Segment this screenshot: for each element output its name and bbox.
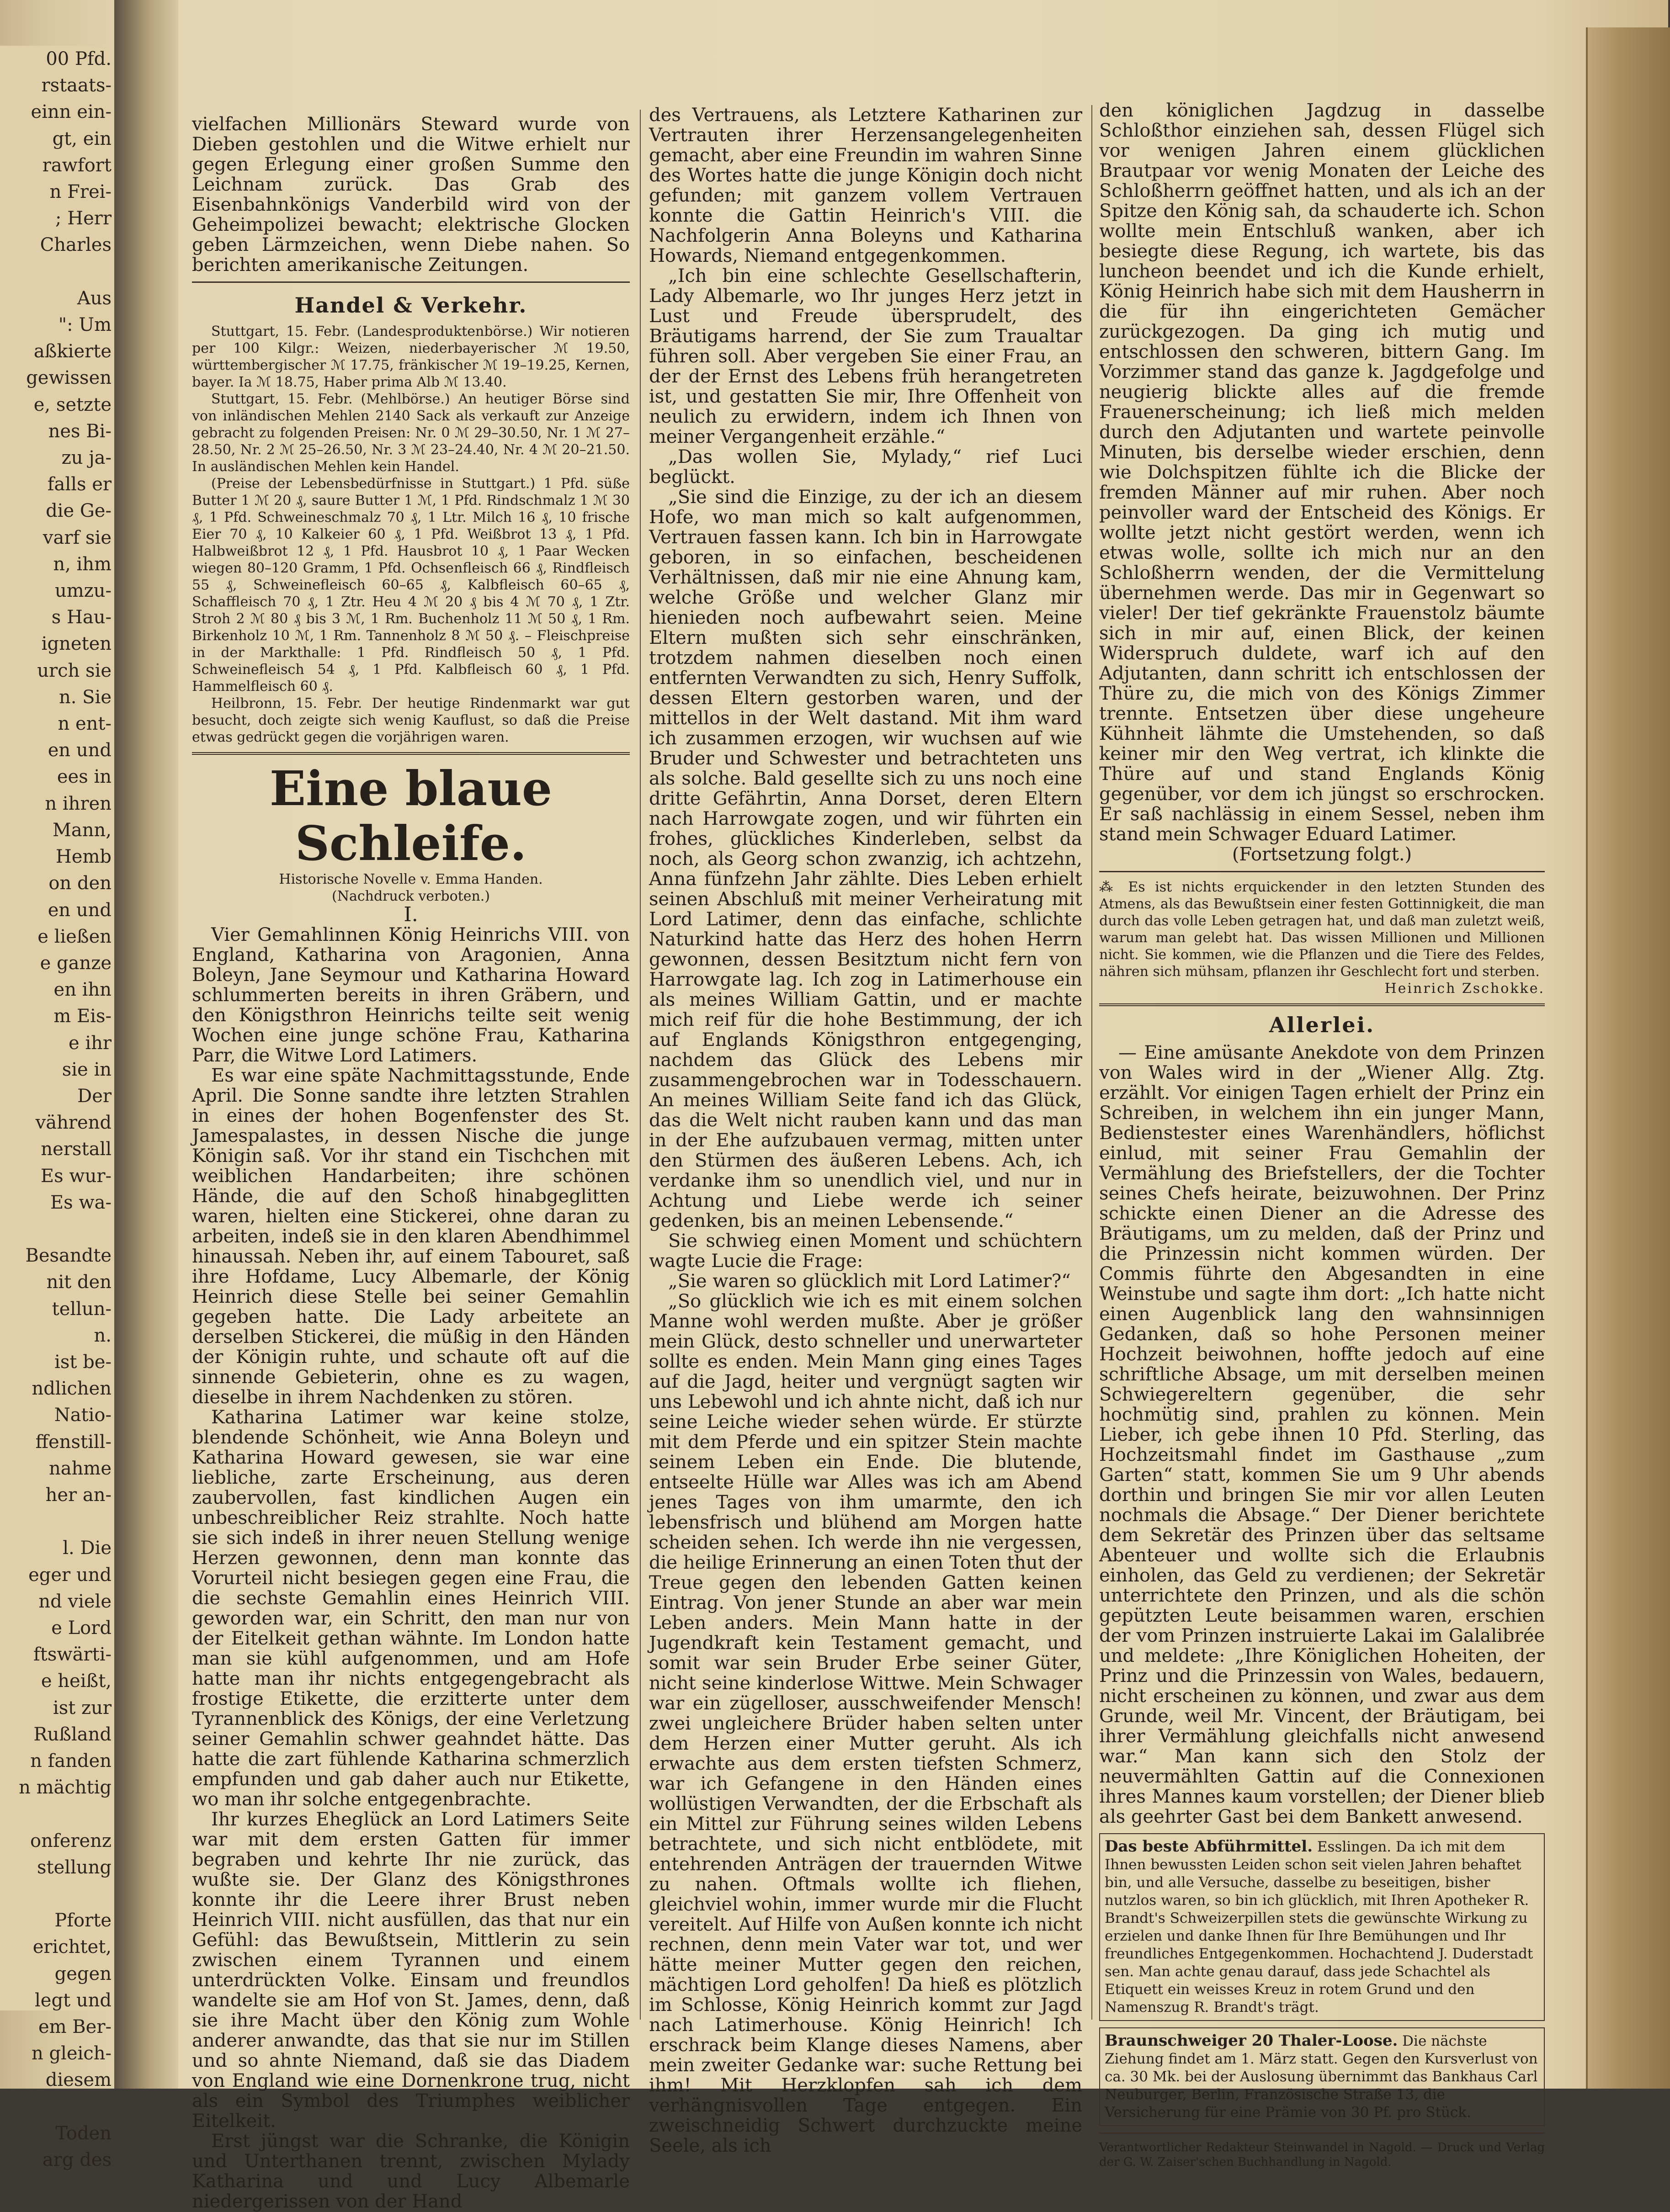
advertisement-lottery	[1099, 2027, 1545, 2126]
trade-report-4: Heilbronn, 15. Febr. Der heutige Rindenmarkt war gut besucht, doch zeigte sich wenig Kauflust, so daß die Preise etwas gedrückt gegen die vorjährigen waren.	[192, 695, 630, 745]
advertisement-laxative	[1099, 1833, 1545, 2021]
previous-page-line: em Ber-	[38, 2016, 112, 2038]
previous-page-line: rawfort	[42, 154, 112, 176]
previous-page-line: legt und	[35, 1989, 112, 2011]
binding-gutter	[114, 0, 178, 2089]
previous-page-line: Besandte	[25, 1245, 112, 1267]
previous-page-line: en und	[48, 899, 112, 921]
ad-title: Das beste Abführmittel.	[1105, 1837, 1313, 1856]
previous-page-line: nerstall	[41, 1139, 112, 1160]
ad-text: Da ich mit dem Ihnen bewussten Leiden schon seit vielen Jahren behaftet bin, und alle Versuche, dasselbe zu beseitigen, bisher nutzlos waren, so bin ich glücklich, mit Ihren Apotheker R. Brandt's Schweizerpillen stets die gewünschte Wirkung zu erzielen und danke Ihnen für Ihre Bemühungen und Ihr freundliches Entgegenkommen. Hochachtend J. Duderstadt sen. Man achte genau darauf, dass jede Schachtel als Etiquett ein weisses Kreuz in rotem Grund und den Namenszug R. Brandt's trägt.	[1105, 1839, 1533, 2016]
column-3	[1099, 100, 1545, 2169]
previous-page-line: s Hau-	[51, 607, 112, 628]
previous-page-line: ; Herr	[55, 208, 112, 229]
previous-page-line: nit den	[46, 1272, 112, 1293]
previous-page-line: rstaats-	[41, 75, 112, 96]
ad-text: Die nächste Ziehung findet am 1. März statt. Gegen den Kursverlust von ca. 30 Mk. bei der Auslosung übernimmt das Bankhaus Carl Neuburger, Berlin, Französische Straße 13, die Versicherung für eine Prämie von 30 Pf. pro Stück.	[1105, 2033, 1538, 2121]
previous-page-line	[0, 1508, 114, 1535]
story-subtitle: Historische Novelle v. Emma Handen.	[279, 871, 543, 887]
previous-page-line	[0, 2094, 114, 2120]
previous-page-line: e ließen	[37, 926, 112, 947]
previous-page-line: Mann,	[52, 819, 112, 841]
column-rule	[640, 110, 641, 2020]
previous-page-line: nes Bi-	[48, 420, 112, 442]
misc-article: — Eine amüsante Anekdote von dem Prinzen von Wales wird in der „Wiener Allg. Ztg. erzählt. Vor einigen Tagen erhielt der Prinz ein Schreiben, in welchem ihn ein junger Mann, Bedienstester eines Warenhändlers, höflichst einlud, mit seiner Frau Gemahlin der Vermählung des Briefstellers, der die Tochter seines Chefs heirate, beizuwohnen. Der Prinz schickte einen Diener an die Adresse des Bräutigams, um zu melden, daß der Prinz und die Prinzessin nicht kommen würden. Der Commis führte den Abgesandten in eine Weinstube und sagte ihm dort: „Ich hatte nicht einen Augenblick lang den wahnsinnigen Gedanken, daß so hohe Personen meiner Hochzeit beiwohnen, hoffte jedoch auf eine schriftliche Absage, um mit derselben meinen Schwiegereltern gegenüber, die sehr hochmütig sind, prahlen zu können. Mein Lieber, ich gebe ihnen 10 Pfd. Sterling, das Hochzeitsmahl findet im Gasthause „zum Garten“ statt, kommen Sie um 9 Uhr abends dorthin und bringen Sie mir vor allen Leuten nochmals die Absage.“ Der Diener berichtete dem Sekretär des Prinzen über das seltsame Abenteuer und wollte sich die Erlaubnis einholen, das Geld zu verdienen; der Sekretär unterrichtete den Prinzen, und als die schön gepützten Leute beisammen waren, erschien der vom Prinzen instruierte Lakai im Galalibrée und meldete: „Ihre Königlichen Hoheiten, der Prinz und die Prinzessin von Wales, bedauern, nicht erscheinen zu können, und zwar aus dem Grunde, weil Mr. Vincent, der Bräutigam, bei ihrer Vermählung gleichfalls nicht anwesend war.“ Man kann sich den Stolz der neuvermählten Gattin auf die Connexionen ihres Mannes kaum vorstellen; der Diener blieb als geehrter Gast bei dem Bankett anwesend.	[1099, 1042, 1545, 1827]
previous-page-line: e ihr	[68, 1032, 112, 1054]
previous-page-line: n.	[94, 1325, 112, 1346]
previous-page-line	[0, 259, 114, 285]
story-paragraph: „Sie waren so glücklich mit Lord Latimer?“	[668, 1271, 1071, 1292]
previous-page-line: gegen	[54, 1963, 112, 1984]
column-2	[649, 105, 1082, 2156]
quote-author: Heinrich Zschokke.	[1384, 981, 1545, 997]
ad-place: Esslingen.	[1317, 1839, 1392, 1855]
story-continuation: (Fortsetzung folgt.)	[1232, 844, 1412, 865]
previous-page-line: onferenz	[30, 1830, 112, 1851]
book-spine-edge	[1586, 27, 1670, 2089]
divider	[192, 281, 630, 283]
previous-page-line: nd viele	[38, 1591, 112, 1612]
previous-page-line: sie in	[62, 1059, 112, 1080]
previous-page-line: tellun-	[52, 1298, 112, 1320]
story-paragraph: Erst jüngst war die Schranke, die Königin und Unterthanen trennt, zwischen Mylady Katharina und und Lucy Albemarle niedergerissen von der Hand	[192, 2131, 630, 2212]
previous-page-line: stellung	[37, 1857, 112, 1878]
previous-page-edge	[0, 46, 116, 2171]
previous-page-line: Aus	[77, 287, 112, 309]
previous-page-line: n, ihm	[53, 553, 112, 575]
previous-page-line: umzu-	[54, 580, 112, 602]
previous-page-line: e, setzte	[33, 394, 112, 415]
previous-page-line	[0, 1881, 114, 1907]
misc-heading: Allerlei.	[1269, 1013, 1375, 1037]
divider	[1099, 871, 1545, 872]
previous-page-line: n mächtig	[19, 1777, 112, 1798]
previous-page-line: on den	[48, 873, 112, 894]
story-paragraph: „So glücklich wie ich es mit einem solchen Manne wohl werden mußte. Aber je größer mein Glück, desto schneller und unerwarteter sollte es enden. Mein Mann ging eines Tages auf die Jagd, heiter und vergnügt sagten wir uns Lebewohl und ich ahnte nicht, daß ich nur seine Leiche wieder sehen würde. Er stürzte mit dem Pferde und ein spitzer Stein machte seinem Leben ein Ende. Die blutende, entseelte Hülle war Alles was ich am Abend jenes Tages von ihm umarmte, den ich lebensfrisch und blühend am Morgen hatte scheiden sehen. Ich werde ihn nie vergessen, die heilige Erinnerung an einen Toten thut der Treue gegen den lebenden Gatten keinen Eintrag. Von jener Stunde an aber war mein Leben anders. Mein Mann hatte in der Jugendkraft kein Testament gemacht, und somit war sein Bruder Erbe seiner Güter, nicht seine kinderlose Wittwe. Mein Schwager war ein zügelloser, ausschweifender Mensch! zwei ungleichere Brüder haben selten unter dem Herzen einer Mutter geruht. Als ich erwachte aus dem ersten tiefsten Schmerz, war ich Gefangene in den Händen eines wollüstigen Verwandten, der die Erbschaft als ein Mittel zur Führung seines wilden Lebens betrachtete, und sich nicht entblödete, mit entehrenden Anträgen der trauernden Witwe zu nahen. Oftmals wollte ich fliehen, gleichviel wohin, immer wurde mir die Flucht vereitelt. Auf Hilfe von Außen konnte ich nicht rechnen, denn mein Vater war tot, und wer hätte meiner Mutter gegen den reichen, mächtigen Lord geholfen! Da hieß es plötzlich im Schlosse, König Heinrich kommt zur Jagd nach Latimerhouse. König Heinrich! Ich erschrack beim Klange dieses Namens, aber mein zweiter Gedanke war: suche Rettung bei ihm! Mit Herzklopfen sah ich dem verhängnisvollen Tage entgegen. Ein zweischneidig Schwert durchzuckte meine Seele, als ich	[649, 1291, 1082, 2156]
story-paragraph: Es war eine späte Nachmittagsstunde, Ende April. Die Sonne sandte ihre letzten Strahlen in eines der hohen Bogenfenster des St. Jamespalastes, in dessen Nische die junge Königin saß. Vor ihr stand ein Tischchen mit weiblichen Handarbeiten; ihre schönen Hände, die auf den Schoß hinabgeglitten waren, hielten eine Stickerei, ohne daran zu arbeiten, indeß sie in den klaren Abendhimmel hinaussah. Neben ihr, auf einem Tabouret, saß ihre Hofdame, Lucy Albemarle, der König Heinrich diese Stelle bei seiner Gemahlin gegeben hatte. Die Lady arbeitete an derselben Stickerei, die müßig in den Händen der Königin ruhte, und schaute oft auf die sinnende Gebieterin, ohne es zu wagen, dieselbe in ihrem Nachdenken zu stören.	[192, 1065, 630, 1408]
previous-page-line: gewissen	[26, 367, 112, 389]
previous-page-line: Hemb	[55, 846, 112, 868]
previous-page-line: varf sie	[43, 527, 112, 548]
previous-page-line: einn ein-	[31, 101, 112, 123]
previous-page-line: e ganze	[40, 952, 112, 974]
previous-page-line: falls er	[47, 474, 112, 495]
previous-page-line: ist zur	[53, 1697, 112, 1719]
previous-page-line: arg des	[42, 2149, 112, 2171]
article-intro: vielfachen Millionärs Steward wurde von Dieben gestohlen und die Witwe erhielt nur gegen Erlegung einer großen Summe den Leichnam zurück. Das Grab des Eisenbahnkönigs Vanderbild wird von der Geheimpolizei bewacht; elektrische Glocken geben Lärmzeichen, wenn Diebe nahen. So berichten amerikanische Zeitungen.	[192, 114, 630, 276]
previous-page-line: en ihn	[53, 979, 112, 1001]
previous-page-line: ": Um	[58, 314, 112, 336]
previous-page-line: Der	[77, 1085, 112, 1107]
previous-page-line: ees in	[57, 766, 112, 788]
imprint: Verantwortlicher Redakteur Steinwandel in Nagold. — Druck und Verlag der G. W. Zaiser'schen Buchhandlung in Nagold.	[1099, 2141, 1545, 2169]
previous-page-line: aßkierte	[33, 341, 112, 362]
previous-page-line: e heißt,	[41, 1671, 112, 1692]
story-paragraph: Ihr kurzes Eheglück an Lord Latimers Seite war mit dem ersten Gatten für immer begraben und kehrte Ihr nie zurück, das wußte sie. Der Glanz des Königsthrones konnte ihr die Leere ihrer Brust neben Heinrich VIII. nicht ausfüllen, das that nur ein Gefühl: das Bewußtsein, Mittlerin zu sein zwischen einem Tyrannen und einem unterdrückten Volke. Einsam und freundlos wandelte sie am Hof von St. James, denn, daß sie ihre Macht über den König zum Wohle anderer anwandte, das that sie nur im Stillen und so ahnte Niemand, daß sie das Diadem von England wie eine Dornenkrone trug, nicht als ein Symbol des Triumphes weiblicher Eitelkeit.	[192, 1809, 630, 2132]
previous-page-line: eger und	[28, 1564, 112, 1586]
previous-page-line: zu ja-	[61, 447, 112, 469]
previous-page-line: e Lord	[51, 1617, 112, 1639]
previous-page-line: Toden	[55, 2122, 112, 2144]
previous-page-line: Rußland	[33, 1724, 112, 1745]
divider	[1099, 1003, 1545, 1006]
ad-title: Braunschweiger 20 Thaler-Loose.	[1105, 2032, 1398, 2050]
column-rule	[1091, 105, 1092, 2020]
previous-page-line: l. Die	[63, 1538, 112, 1559]
trade-report-3: (Preise der Lebensbedürfnisse in Stuttgart.) 1 Pfd. süße Butter 1 ℳ 20 ₰, saure Butter 1 ℳ, 1 Pfd. Rindschmalz 1 ℳ 30 ₰, 1 Pfd. Schweineschmalz 70 ₰, 1 Ltr. Milch 16 ₰, 10 frische Eier 70 ₰, 10 Kalkeier 60 ₰, 1 Pfd. Weißbrot 13 ₰, 1 Pfd. Halbweißbrot 12 ₰, 1 Pfd. Hausbrot 10 ₰, 1 Paar Wecken wiegen 80–120 Gramm, 1 Pfd. Ochsenfleisch 66 ₰, Rindfleisch 55 ₰, Schweinefleisch 60–65 ₰, Kalbfleisch 60–65 ₰, Schaffleisch 70 ₰, 1 Ztr. Heu 4 ℳ 20 ₰ bis 4 ℳ 70 ₰, 1 Ztr. Stroh 2 ℳ 80 ₰ bis 3 ℳ, 1 Rm. Buchenholz 11 ℳ 50 ₰, 1 Rm. Birkenholz 10 ℳ, 1 Rm. Tannenholz 8 ℳ 50 ₰. – Fleischpreise in der Markthalle: 1 Pfd. Rindfleisch 50 ₰, 1 Pfd. Schweinefleisch 54 ₰, 1 Pfd. Kalbfleisch 60 ₰, 1 Pfd. Hammelfleisch 60 ₰.	[192, 476, 630, 695]
previous-page-line: n fanden	[30, 1751, 112, 1772]
previous-page-line	[0, 1801, 114, 1827]
previous-page-line: ffenstill-	[35, 1431, 112, 1453]
story-paragraph: des Vertrauens, als Letztere Katharinen zur Vertrauten ihrer Herzensangelegenheiten gemacht, aber eine Freundin im wahren Sinne des Wortes hatte die junge Königin doch nicht gefunden; mit ganzem vollem Vertrauen konnte die Gattin Heinrich's VIII. die Nachfolgerin Anna Boleyns und Katharina Howards, Niemand entgegenkommen.	[649, 105, 1082, 266]
story-title: Eine blaue Schleife.	[269, 760, 553, 871]
previous-page-line: n ihren	[45, 793, 112, 814]
previous-page-line: n ent-	[58, 713, 112, 735]
previous-page-line: Charles	[40, 234, 112, 256]
previous-page-line: Natio-	[54, 1405, 112, 1426]
story-paragraph: „Das wollen Sie, Mylady,“ rief Luci beglückt.	[649, 446, 1082, 488]
previous-page-line: her an-	[45, 1484, 112, 1506]
story-paragraph: „Ich bin eine schlechte Gesellschafterin, Lady Albemarle, wo Ihr junges Herz jetzt in Lust und Freude übersprudelt, des Bräutigams harrend, der Sie zum Traualtar führen soll. Aber vergeben Sie einer Frau, an der der Ernst des Lebens früh herangetreten ist, und gestatten Sie mir, Ihre Offenheit von neulich zu erwidern, indem ich Ihnen von meiner Vergangenheit erzähle.“	[649, 265, 1082, 447]
previous-page-line: ist be-	[54, 1351, 112, 1373]
previous-page-line: gt, ein	[52, 128, 112, 149]
story-paragraph: Vier Gemahlinnen König Heinrichs VIII. von England, Katharina von Aragonien, Anna Boleyn, Jane Seymour und Katharina Howard schlummerten bereits in ihren Gräbern, und den Königsthron Heinrichs teilte seit wenig Wochen eine junge schöne Frau, Katharina Parr, die Witwe Lord Latimers.	[192, 924, 630, 1066]
previous-page-line: die Ge-	[46, 500, 112, 522]
previous-page-line: nahme	[49, 1458, 112, 1479]
story-paragraph: den königlichen Jagdzug in dasselbe Schloßthor einziehen sah, dessen Flügel sich vor wenigen Jahren einem glücklichen Brautpaar vor wenig Monaten der Leiche des Schloßherrn geöffnet hatten, und als ich an der Spitze den König sah, da schauderte ich. Schon wollte mein Entschluß wanken, aber ich besiegte diese Regung, ich wartete, bis das luncheon beendet und ich die Kunde erhielt, König Heinrich habe sich mit dem Hausherrn in die für ihn eingerichteten Gemächer zurückgezogen. Da ging ich mutig und entschlossen den schweren, bittern Gang. Im Vorzimmer stand das ganze k. Jagdgefolge und neugierig blickte alles auf die fremde Frauenerscheinung; ich ließ mich melden durch den Adjutanten und wartete peinvolle Minuten, bis derselbe wieder erschien, denn wie Dolchspitzen fühlte ich die Blicke der fremden Männer auf mir ruhen. Aber noch peinvoller ward der Entscheid des Königs. Er wollte jetzt nicht gestört werden, wenn ich etwas wolle, sollte ich mich nur an den Schloßherrn wenden, der die Vermittelung übernehmen werde. Das mir in Gegenwart so vieler! Der tief gekränkte Frauenstolz bäumte sich in mir auf, einen Blick, der keinen Widerspruch duldete, warf ich auf den Adjutanten, dann schritt ich entschlossen der Thüre zu, die mich von des Königs Zimmer trennte. Entsetzen über diese ungeheure Kühnheit lähmte die Umstehenden, so daß keiner mir den Weg vertrat, ich klinkte die Thüre auf und stand Englands König gegenüber, vor dem ich jüngst so erschrocken. Er saß nachlässig in einem Sessel, neben ihm stand mein Schwager Eduard Latimer.	[1099, 100, 1545, 845]
previous-page-line: ndlichen	[32, 1378, 112, 1400]
previous-page-line: en und	[48, 740, 112, 761]
previous-page-line: n Frei-	[49, 181, 112, 203]
previous-page-line	[0, 1216, 114, 1242]
story-paragraph: Sie schwieg einen Moment und schüchtern wagte Lucie die Frage:	[649, 1231, 1082, 1272]
quote-text: ⁂ Es ist nichts erquickender in den letzten Stunden des Atmens, als das Bewußtsein einer festen Gottinnigkeit, die man durch das volle Leben getragen hat, und daß man zuletzt weiß, warum man gelebt hat. Das wissen Millionen und Millionen nicht. Sie kommen, wie die Pflanzen und die Tiere des Feldes, nähren sich mühsam, pflanzen ihr Geschlecht fort und sterben.	[1099, 879, 1545, 980]
previous-page-line: n. Sie	[59, 686, 112, 708]
story-paragraph: Katharina Latimer war keine stolze, blendende Schönheit, wie Anna Boleyn und Katharina Howard gewesen, sie war eine liebliche, zarte Erscheinung, aus deren zaubervollen, fast kindlichen Augen ein unbeschreiblicher Reiz strahlte. Noch hatte sie sich indeß in ihrer neuen Stellung wenige Herzen gewonnen, denn man konnte das Vorurteil nicht besiegen gegen eine Frau, die die sechste Gemahlin eines Heinrich VIII. geworden war, ein Schritt, den man nur von der Eitelkeit gethan wähnte. Im London hatte man sie kühl aufgenommen, und am Hofe hatte man ihr nichts entgegengebracht als frostige Etikette, die erzitterte unter dem Tyrannenblick des Königs, der eine Verletzung seiner Gemahlin schwer geahndet hätte. Das hatte die zart fühlende Katharina schmerzlich empfunden und gab daher auch nur Etikette, wo man ihr solche entgegenbrachte.	[192, 1407, 630, 1810]
trade-report-2: Stuttgart, 15. Febr. (Mehlbörse.) An heutiger Börse sind von inländischen Mehlen 2140 Sack als verkauft zur Anzeige gebracht zu folgenden Preisen: Nr. 0 ℳ 29–30.50, Nr. 1 ℳ 27–28.50, Nr. 2 ℳ 25–26.50, Nr. 3 ℳ 23–24.40, Nr. 4 ℳ 20–21.50. In ausländischen Mehlen kein Handel.	[192, 391, 630, 475]
previous-page-line: m Eis-	[53, 1006, 112, 1027]
previous-page-line: diesem	[45, 2069, 112, 2091]
story-note: (Nachdruck verboten.)	[331, 888, 490, 904]
previous-page-line: Es wur-	[40, 1165, 112, 1187]
column-1	[192, 114, 630, 2212]
divider	[1099, 2132, 1545, 2134]
previous-page-line: n gleich-	[31, 2043, 112, 2064]
previous-page-line: ftswärti-	[33, 1644, 112, 1666]
previous-page-line: Pforte	[54, 1910, 112, 1931]
story-paragraph: „Sie sind die Einzige, zu der ich an diesem Hofe, wo man mich so kalt aufgenommen, Vertrauen fassen kann. Ich bin in Harrowgate geboren, in so einfachen, bescheidenen Verhältnissen, daß mir nie eine Ahnung kam, welche Größe und welcher Glanz mir hienieden noch aufbewahrt seien. Meine Eltern mußten sich sehr einschränken, trotzdem nahmen dieselben noch einen entfernten Verwandten zu sich, Henry Suffolk, dessen Eltern gestorben waren, und der mittellos in der Welt dastand. Mit ihm ward ich zusammen erzogen, wir wuchsen auf wie Bruder und Schwester und betrachteten uns als solche. Bald gesellte sich zu uns noch eine dritte Gefährtin, Anna Dorset, deren Eltern nach Harrowgate zogen, und wir führten ein frohes, glückliches Kinderleben, selbst da noch, als Georg schon zwanzig, ich achtzehn, Anna fünfzehn Jahr zählte. Dies Leben erhielt seinen Abschluß mit meiner Verheiratung mit Lord Latimer, denn das einfache, schlichte Naturkind hatte das Herz des hohen Herrn gewonnen, dessen Besitztum nicht fern von Harrowgate lag. Ich zog in Latimerhouse ein als meines William Gattin, und er machte mich reif für die hohe Bestimmung, der ich auf Englands Königsthron entgegenging, nachdem das Glück des Lebens mir zusammengebrochen war in Todesschauern. An meines William Seite fand ich das Glück, das die Welt nicht rauben kann und das man in der Ehe aufzubauen vermag, mitten unter den Stürmen des äußeren Lebens. Ach, ich verdanke ihm so unendlich viel, und nur in Achtung und Liebe werde ich seiner gedenken, bis an meinen Lebensende.“	[649, 487, 1082, 1231]
story-chapter: I.	[404, 903, 418, 926]
trade-report-1: Stuttgart, 15. Febr. (Landesproduktenbörse.) Wir notieren per 100 Kilgr.: Weizen, niederbayerischer ℳ 19.50, württembergischer ℳ 17.75, fränkischer ℳ 19–19.25, Kernen, bayer. Ia ℳ 18.75, Haber prima Alb ℳ 13.40.	[192, 324, 630, 390]
previous-page-line: vährend	[35, 1112, 112, 1134]
trade-heading: Handel & Verkehr.	[294, 293, 527, 318]
previous-page-line: igneten	[41, 633, 112, 655]
previous-page-line: 00 Pfd.	[46, 48, 112, 69]
previous-page-line: Es wa-	[50, 1192, 112, 1213]
divider	[192, 752, 630, 755]
previous-page-line: erichtet,	[32, 1936, 112, 1958]
previous-page-fragments	[0, 46, 114, 2173]
previous-page-line: urch sie	[37, 660, 112, 681]
